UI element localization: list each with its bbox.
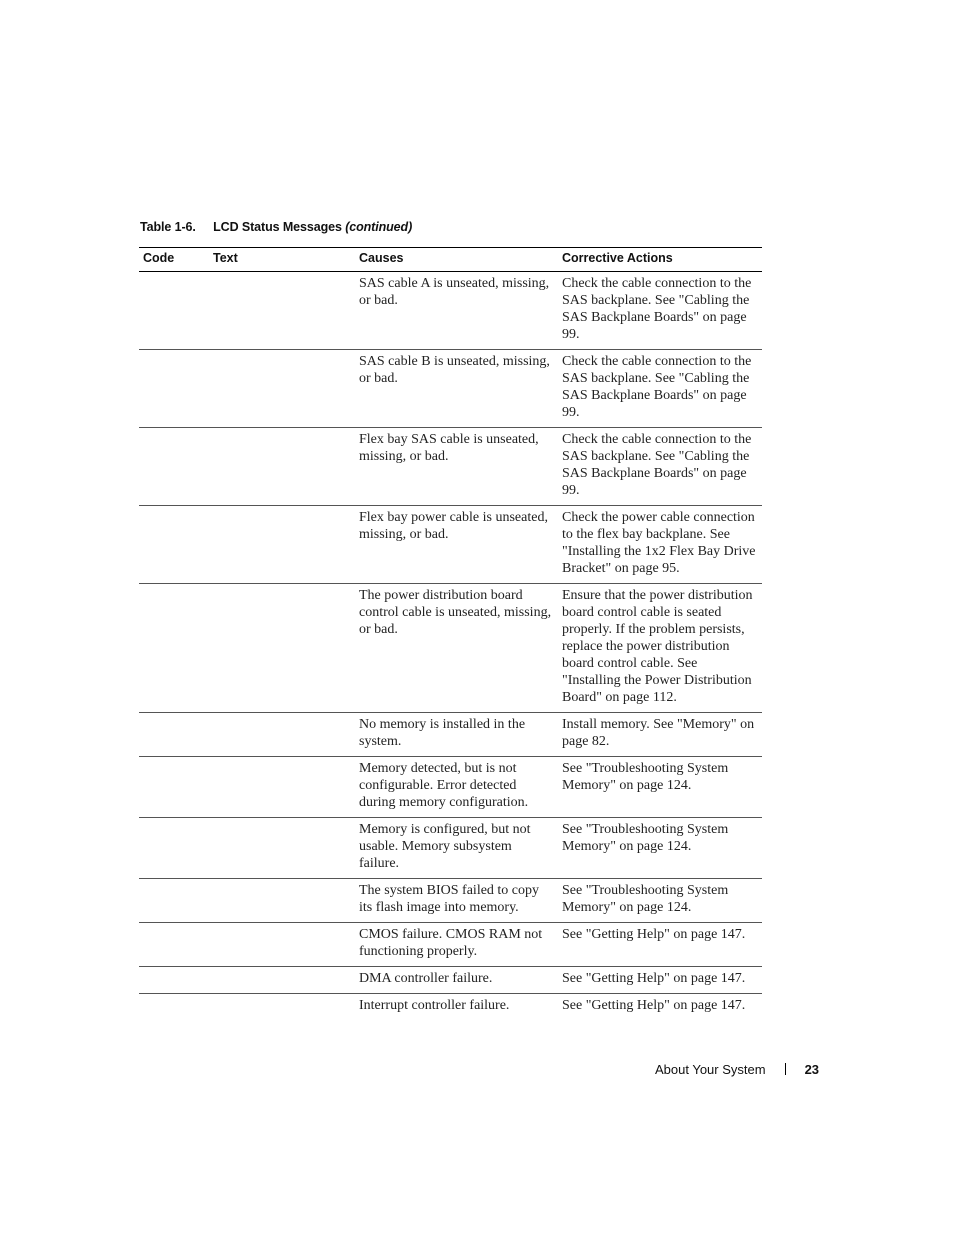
cell-corrective-action: See "Getting Help" on page 147. [558,923,762,967]
cell-corrective-action: See "Getting Help" on page 147. [558,967,762,994]
cell-cause: Flex bay power cable is unseated, missing, or bad. [355,506,558,584]
cell-text [209,350,355,428]
column-header-code: Code [139,248,209,272]
cell-text [209,713,355,757]
lcd-status-messages-table [139,247,762,1020]
table-row [139,994,762,1021]
cell-text [209,967,355,994]
cell-corrective-action: See "Getting Help" on page 147. [562,998,746,1013]
cell-code [139,994,209,1021]
cell-text [209,757,355,818]
cell-code [139,506,209,584]
cell-text [209,879,355,923]
table-row [139,879,762,923]
cell-code [139,923,209,967]
table-continued-label: (continued) [345,220,413,234]
cell-text [209,818,355,879]
column-header-text: Text [209,248,355,272]
cell-corrective-action: Check the power cable connection to the flex bay backplane. See "Installing the 1x2 Flex Bay Drive Bracket" on page 95. [558,506,762,584]
table-row [139,967,762,994]
cell-corrective-action: See "Troubleshooting System Memory" on page 124. [558,757,762,818]
table-row [139,757,762,818]
cell-cause: CMOS failure. CMOS RAM not functioning properly. [355,923,558,967]
cell-text [209,506,355,584]
cell-corrective-action: See "Troubleshooting System Memory" on page 124. [558,818,762,879]
cell-cause: Flex bay SAS cable is unseated, missing, or bad. [355,428,558,506]
column-header-causes: Causes [355,248,558,272]
cell-code [139,272,209,350]
page-footer [655,1062,819,1077]
table-row [139,584,762,713]
cell-corrective-action: Check the cable connection to the SAS backplane. See "Cabling the SAS Backplane Boards" on page 99. [558,350,762,428]
cell-text [209,994,355,1021]
table-row [139,428,762,506]
table-caption [140,220,412,234]
cell-text [209,428,355,506]
table-header-row [139,248,762,272]
table-title: LCD Status Messages [213,220,342,234]
cell-cause: Interrupt controller failure. [359,998,510,1013]
table-row [139,713,762,757]
footer-divider [785,1063,786,1075]
table-row [139,923,762,967]
cell-code [139,713,209,757]
cell-cause: Memory is configured, but not usable. Memory subsystem failure. [355,818,558,879]
cell-code [139,879,209,923]
column-header-corrective-actions: Corrective Actions [558,248,762,272]
cell-code [139,350,209,428]
cell-text [209,272,355,350]
cell-text [209,923,355,967]
cell-text [209,584,355,713]
cell-code [139,818,209,879]
cell-corrective-action: Install memory. See "Memory" on page 82. [558,713,762,757]
table-row [139,506,762,584]
cell-code [139,967,209,994]
cell-cause: Memory detected, but is not configurable. Error detected during memory configuration. [355,757,558,818]
cell-code [139,757,209,818]
footer-section-title: About Your System [655,1062,766,1077]
table-row [139,350,762,428]
cell-code [139,428,209,506]
cell-cause: The system BIOS failed to copy its flash image into memory. [355,879,558,923]
cell-cause: SAS cable A is unseated, missing, or bad. [355,272,558,350]
cell-corrective-action: Check the cable connection to the SAS backplane. See "Cabling the SAS Backplane Boards" on page 99. [558,428,762,506]
table-row [139,818,762,879]
cell-corrective-action: Check the cable connection to the SAS backplane. See "Cabling the SAS Backplane Boards" on page 99. [558,272,762,350]
table-body [139,272,762,1021]
cell-cause: SAS cable B is unseated, missing, or bad. [355,350,558,428]
cell-code [139,584,209,713]
cell-corrective-action: Ensure that the power distribution board control cable is seated properly. If the problem persists, replace the power distribution board control cable. See "Installing the Power Distribution Board" on page 112. [558,584,762,713]
cell-cause: DMA controller failure. [355,967,558,994]
cell-corrective-action: See "Troubleshooting System Memory" on page 124. [558,879,762,923]
table-number: Table 1-6. [140,220,196,234]
cell-cause: The power distribution board control cable is unseated, missing, or bad. [355,584,558,713]
table-row [139,272,762,350]
cell-cause: No memory is installed in the system. [355,713,558,757]
page-number: 23 [804,1062,820,1077]
